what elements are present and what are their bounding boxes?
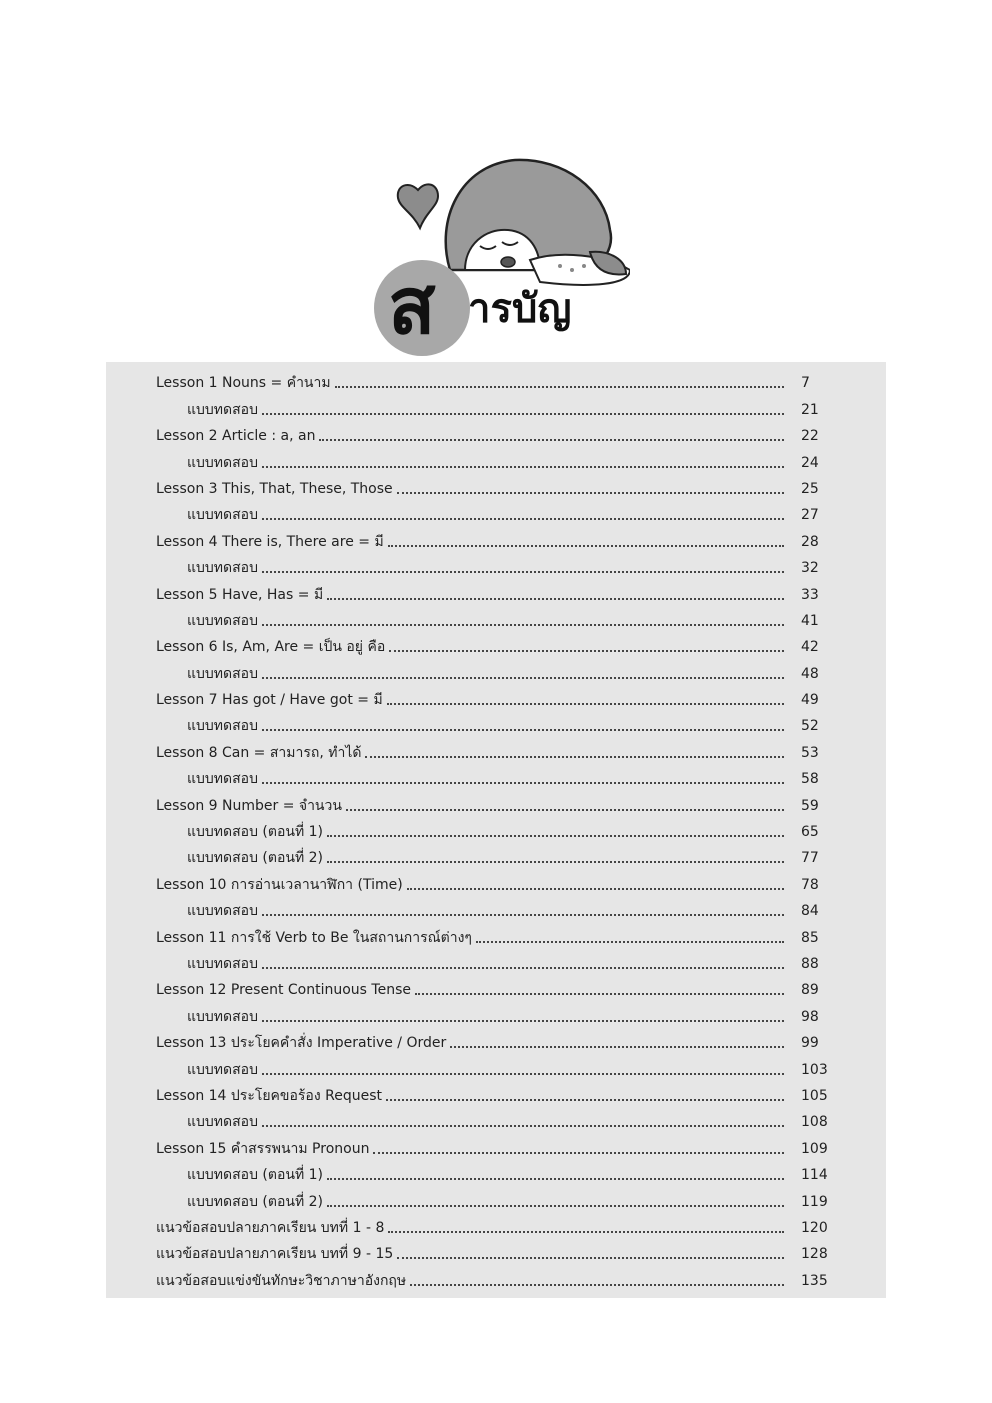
toc-entry-label: Lesson 2 Article : a, an [156,428,316,445]
toc-entry-page: 77 [801,850,819,867]
toc-entry[interactable] [156,788,839,814]
toc-entry-label: Lesson 15 คำสรรพนาม Pronoun [156,1140,370,1157]
toc-entry-label: แบบทดสอบ [187,771,258,788]
toc-leader-dots [262,1073,784,1075]
toc-entry-page: 48 [801,665,819,682]
toc-entry[interactable] [156,551,839,577]
toc-entry[interactable] [156,445,839,471]
toc-entry[interactable] [156,577,839,603]
toc-leader-dots [388,1231,784,1233]
toc-entry[interactable] [156,656,839,682]
toc-entry-label: แบบทดสอบ [187,1008,258,1025]
toc-entry[interactable] [156,392,839,418]
toc-entry-label: Lesson 8 Can = สามารถ, ทำได้ [156,744,362,761]
toc-leader-dots [262,624,784,626]
toc-entry-label: แบบทดสอบ [187,560,258,577]
toc-entry[interactable] [156,841,839,867]
toc-entry-label: Lesson 10 การอ่านเวลานาฬิกา (Time) [156,876,403,893]
toc-entry-label: Lesson 5 Have, Has = มี [156,586,324,603]
toc-leader-dots [262,466,784,468]
toc-entry[interactable] [156,472,839,498]
toc-leader-dots [450,1046,784,1048]
toc-entry-page: 119 [801,1193,828,1210]
toc-entry-page: 49 [801,692,819,709]
toc-entry-page: 25 [801,480,819,497]
toc-entry[interactable] [156,947,839,973]
table-of-contents-panel [106,362,886,1298]
toc-entry-page: 65 [801,824,819,841]
toc-entry-page: 128 [801,1246,828,1263]
toc-entry-label: แบบทดสอบ [187,454,258,471]
table-of-contents [156,366,839,1290]
toc-entry-page: 28 [801,533,819,550]
toc-entry[interactable] [156,1237,839,1263]
toc-entry-page: 59 [801,797,819,814]
toc-entry[interactable] [156,735,839,761]
toc-entry-label: แบบทดสอบ [187,718,258,735]
toc-leader-dots [262,1020,784,1022]
toc-leader-dots [387,703,784,705]
toc-entry-page: 7 [801,375,810,392]
toc-entry-label: Lesson 4 There is, There are = มี [156,533,384,550]
toc-entry-label: Lesson 6 Is, Am, Are = เป็น อยู่ คือ [156,639,386,656]
toc-entry-page: 33 [801,586,819,603]
toc-leader-dots [476,941,784,943]
toc-entry-label: แบบทดสอบ [187,612,258,629]
toc-entry[interactable] [156,419,839,445]
toc-leader-dots [397,1257,784,1259]
toc-entry[interactable] [156,762,839,788]
toc-entry-label: Lesson 3 This, That, These, Those [156,480,393,497]
toc-entry-page: 27 [801,507,819,524]
toc-entry-label: Lesson 13 ประโยคคำสั่ง Imperative / Order [156,1035,447,1052]
toc-entry-page: 89 [801,982,819,999]
toc-leader-dots [327,1205,784,1207]
toc-leader-dots [415,993,784,995]
toc-entry-label: แบบทดสอบ [187,401,258,418]
toc-entry-label: แบบทดสอบ [187,1114,258,1131]
toc-entry-label: Lesson 7 Has got / Have got = มี [156,692,383,709]
toc-entry-page: 78 [801,876,819,893]
toc-leader-dots [335,386,784,388]
toc-leader-dots [262,967,784,969]
page-title-initial: ส [388,262,436,352]
toc-entry-label: แนวข้อสอบแข่งขันทักษะวิชาภาษาอังกฤษ [156,1272,407,1289]
toc-entry-label: Lesson 1 Nouns = คำนาม [156,375,331,392]
toc-entry[interactable] [156,630,839,656]
toc-leader-dots [262,1125,784,1127]
toc-entry-page: 99 [801,1035,819,1052]
toc-entry-label: แนวข้อสอบปลายภาคเรียน บทที่ 9 - 15 [156,1246,394,1263]
toc-entry[interactable] [156,366,839,392]
toc-entry-page: 42 [801,639,819,656]
toc-entry[interactable] [156,973,839,999]
toc-entry[interactable] [156,867,839,893]
toc-entry-page: 135 [801,1272,828,1289]
toc-entry-page: 41 [801,612,819,629]
toc-leader-dots [262,914,784,916]
toc-entry[interactable] [156,1105,839,1131]
toc-leader-dots [397,492,784,494]
toc-entry[interactable] [156,524,839,550]
toc-entry[interactable] [156,1052,839,1078]
toc-entry-page: 84 [801,903,819,920]
toc-entry-label: แบบทดสอบ [187,507,258,524]
toc-entry-page: 32 [801,560,819,577]
toc-entry-label: Lesson 9 Number = จำนวน [156,797,342,814]
toc-entry[interactable] [156,1211,839,1237]
toc-entry-label: แบบทดสอบ (ตอนที่ 2) [187,850,323,867]
toc-leader-dots [407,888,784,890]
toc-entry-page: 108 [801,1114,828,1131]
toc-entry[interactable] [156,1026,839,1052]
toc-entry-label: Lesson 12 Present Continuous Tense [156,982,411,999]
toc-entry[interactable] [156,683,839,709]
toc-entry-label: แบบทดสอบ (ตอนที่ 2) [187,1193,323,1210]
toc-leader-dots [262,677,784,679]
toc-leader-dots [327,598,784,600]
toc-leader-dots [327,1178,784,1180]
toc-entry-page: 53 [801,744,819,761]
toc-entry-page: 21 [801,401,819,418]
toc-entry-page: 114 [801,1167,828,1184]
toc-entry-page: 88 [801,955,819,972]
toc-entry-label: แบบทดสอบ [187,665,258,682]
toc-leader-dots [388,545,784,547]
toc-entry[interactable] [156,1131,839,1157]
toc-leader-dots [262,729,784,731]
toc-entry-page: 58 [801,771,819,788]
toc-entry-page: 105 [801,1087,828,1104]
toc-entry[interactable] [156,1184,839,1210]
toc-leader-dots [365,756,784,758]
toc-entry[interactable] [156,1079,839,1105]
toc-entry[interactable] [156,894,839,920]
toc-entry-label: แบบทดสอบ [187,903,258,920]
toc-entry[interactable] [156,604,839,630]
toc-leader-dots [389,650,784,652]
toc-leader-dots [346,809,784,811]
toc-entry[interactable] [156,815,839,841]
toc-leader-dots [327,861,784,863]
toc-entry-page: 103 [801,1061,828,1078]
toc-entry[interactable] [156,999,839,1025]
toc-entry-label: แนวข้อสอบปลายภาคเรียน บทที่ 1 - 8 [156,1219,385,1236]
toc-entry[interactable] [156,709,839,735]
toc-entry-page: 52 [801,718,819,735]
toc-leader-dots [262,571,784,573]
toc-leader-dots [373,1152,784,1154]
toc-entry-page: 22 [801,428,819,445]
toc-entry-label: Lesson 14 ประโยคขอร้อง Request [156,1087,382,1104]
toc-leader-dots [386,1099,784,1101]
toc-entry-page: 85 [801,929,819,946]
toc-entry-label: แบบทดสอบ (ตอนที่ 1) [187,824,323,841]
toc-entry-label: Lesson 11 การใช้ Verb to Be ในสถานการณ์ต่างๆ [156,929,472,946]
toc-entry[interactable] [156,1263,839,1289]
toc-entry-page: 98 [801,1008,819,1025]
toc-entry-label: แบบทดสอบ (ตอนที่ 1) [187,1167,323,1184]
toc-leader-dots [262,413,784,415]
toc-entry-label: แบบทดสอบ [187,955,258,972]
title-banner [370,150,640,365]
toc-leader-dots [262,782,784,784]
toc-leader-dots [410,1284,784,1286]
toc-leader-dots [262,518,784,520]
toc-leader-dots [327,835,784,837]
toc-entry-page: 120 [801,1219,828,1236]
toc-entry[interactable] [156,498,839,524]
toc-leader-dots [319,439,784,441]
toc-entry-page: 109 [801,1140,828,1157]
toc-entry[interactable] [156,920,839,946]
toc-entry-label: แบบทดสอบ [187,1061,258,1078]
page-title: ารบัญ [468,286,572,332]
toc-entry[interactable] [156,1158,839,1184]
toc-entry-page: 24 [801,454,819,471]
